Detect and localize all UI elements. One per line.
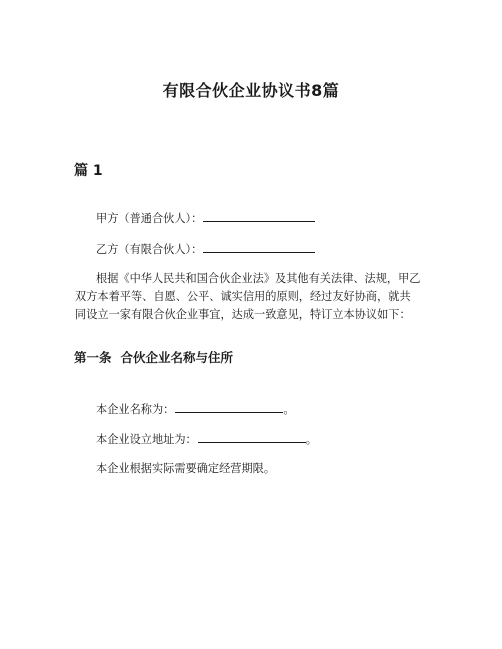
intro-paragraph <box>75 270 435 324</box>
party-a-label: 甲方（普通合伙人）： <box>96 212 203 225</box>
clause-name-line <box>96 400 295 419</box>
party-b-label: 乙方（有限合伙人）： <box>96 243 203 256</box>
intro-line: 同设立一家有限合伙企业事宜，达成一致意见，特订立本协议如下： <box>75 308 411 321</box>
closing-clause: 本企业根据实际需要确定经营期限。 <box>96 462 276 475</box>
intro-line: 根据《中华人民共和国合伙企业法》及其他有关法律、法规，甲乙 <box>96 272 421 285</box>
section-heading: 篇 1 <box>74 163 103 179</box>
clause-address-line <box>96 430 317 449</box>
party-a-line <box>96 209 315 228</box>
party-b-line <box>96 240 315 259</box>
document-title: 有限合伙企业协议书8篇 <box>162 81 340 100</box>
address-blank <box>198 430 306 443</box>
clause-suffix: 。 <box>283 403 295 416</box>
clause-suffix: 。 <box>305 433 317 446</box>
article-title: 合伙企业名称与住所 <box>120 350 234 365</box>
party-b-blank <box>203 240 315 253</box>
article-number: 第一条 <box>74 350 112 365</box>
party-a-blank <box>203 209 315 222</box>
clause-label: 本企业设立地址为： <box>96 433 197 446</box>
intro-line: 双方本着平等、自愿、公平、诚实信用的原则，经过友好协商，就共 <box>75 290 411 303</box>
clause-label: 本企业名称为： <box>96 403 175 416</box>
company-name-blank <box>175 400 283 413</box>
article-heading <box>74 348 233 366</box>
